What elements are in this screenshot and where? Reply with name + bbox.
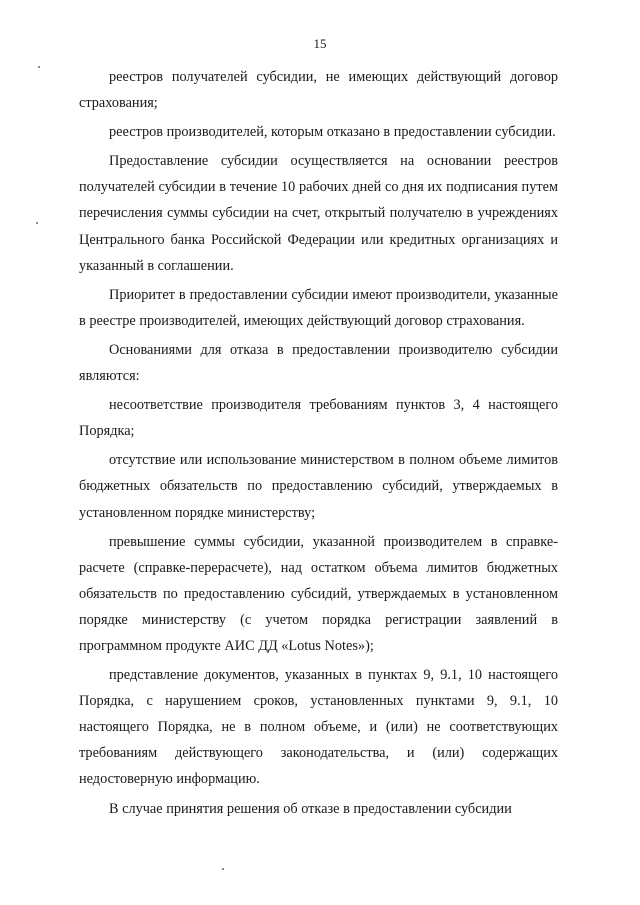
paragraph-10: В случае принятия решения об отказе в предоставлении субсидии [109, 800, 512, 817]
paragraph-4: Приоритет в предоставлении субсидии имеют производители, указанные в реестре производителей, имеющих действующий договор страхования. [79, 286, 558, 329]
paragraph-5: Основаниями для отказа в предоставлении производителю субсидии являются: [79, 341, 558, 385]
scan-speck [38, 66, 40, 68]
body-text [79, 61, 558, 822]
paragraph-9: представление документов, указанных в пунктах 9, 9.1, 10 настоящего Порядка, с нарушением сроков, установленных пунктами 9, 9.1, 10 настоящего Порядка, не в полном объеме, и (или) не соответствующих требованиям действующего законодательства, и (или) содержащих недостоверную информацию. [79, 667, 558, 788]
scan-speck [222, 868, 224, 870]
paragraph-2: реестров производителей, которым отказано в предоставлении субсидии. [109, 124, 556, 141]
page-number: 15 [313, 36, 327, 51]
paragraph-8: превышение суммы субсидии, указанной производителем в справке-расчете (справке-перерасчете), над остатком объема лимитов бюджетных обязательств по предоставлению субсидий, утверждаемых в установленном порядке министерству (с учетом порядка регистрации заявлений в программном продукте АИС ДД «Lotus Notes»); [79, 533, 558, 654]
paragraph-1: реестров получателей субсидии, не имеющих действующий договор страхования; [79, 69, 558, 112]
paragraph-7: отсутствие или использование министерством в полном объеме лимитов бюджетных обязательств по предоставлению субсидий, утверждаемых в установленном порядке министерству; [79, 452, 558, 521]
paragraph-6: несоответствие производителя требованиям пунктов 3, 4 настоящего Порядка; [79, 397, 558, 440]
scan-speck [36, 222, 38, 224]
paragraph-3: Предоставление субсидии осуществляется на основании реестров получателей субсидии в течение 10 рабочих дней со дня их подписания путем перечисления суммы субсидии на счет, открытый получателю в учреждениях Центрального банка Российской Федерации или кредитных организациях и указанный в соглашении. [79, 153, 558, 274]
